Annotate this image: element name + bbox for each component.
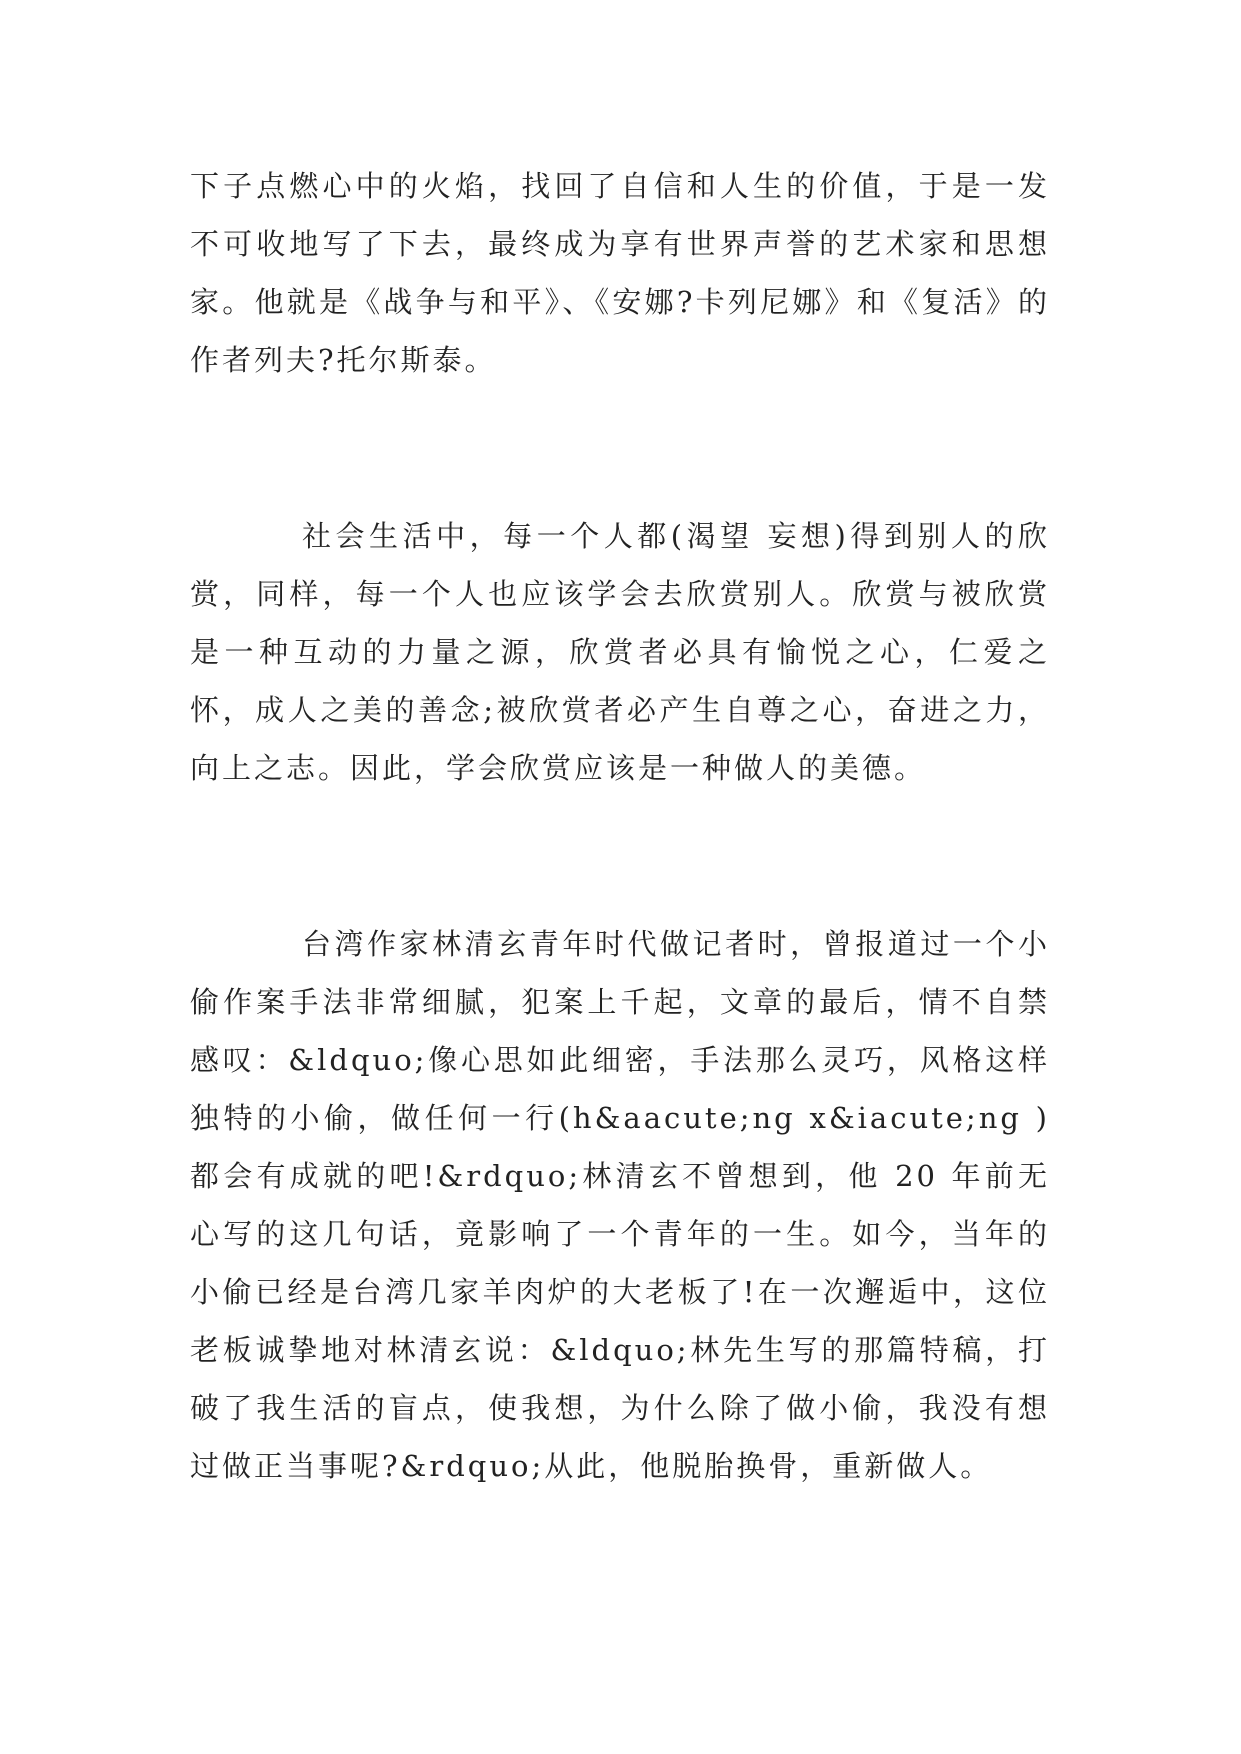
paragraph-lin-qingxuan: 台湾作家林清玄青年时代做记者时，曾报道过一个小偷作案手法非常细腻，犯案上千起，文章的最后，情不自禁感叹：&ldquo;像心思如此细密，手法那么灵巧，风格这样独特的小偷，做任何一行(h&aacute;ng x&iacute;ng )都会有成就的吧!&rdquo;林清玄不曾想到，他 20 年前无心写的这几句话，竟影响了一个青年的一生。如今，当年的小偷已经是台湾几家羊肉炉的大老板了!在一次邂逅中，这位老板诚挚地对林清玄说：&ldquo;林先生写的那篇特稿，打破了我生活的盲点，使我想，为什么除了做小偷，我没有想过做正当事呢?&rdquo;从此，他脱胎换骨，重新做人。 <box>190 927 1050 1483</box>
paragraph-tolstoy: 下子点燃心中的火焰，找回了自信和人生的价值，于是一发不可收地写了下去，最终成为享有世界声誉的艺术家和思想家。他就是《战争与和平》、《安娜?卡列尼娜》和《复活》的作者列夫?托尔斯泰。 <box>190 169 1050 377</box>
paragraph-appreciation: 社会生活中，每一个人都(渴望 妄想)得到别人的欣赏，同样，每一个人也应该学会去欣赏别人。欣赏与被欣赏是一种互动的力量之源，欣赏者必具有愉悦之心，仁爱之怀，成人之美的善念;被欣赏者必产生自尊之心，奋进之力，向上之志。因此，学会欣赏应该是一种做人的美德。 <box>190 519 1050 785</box>
